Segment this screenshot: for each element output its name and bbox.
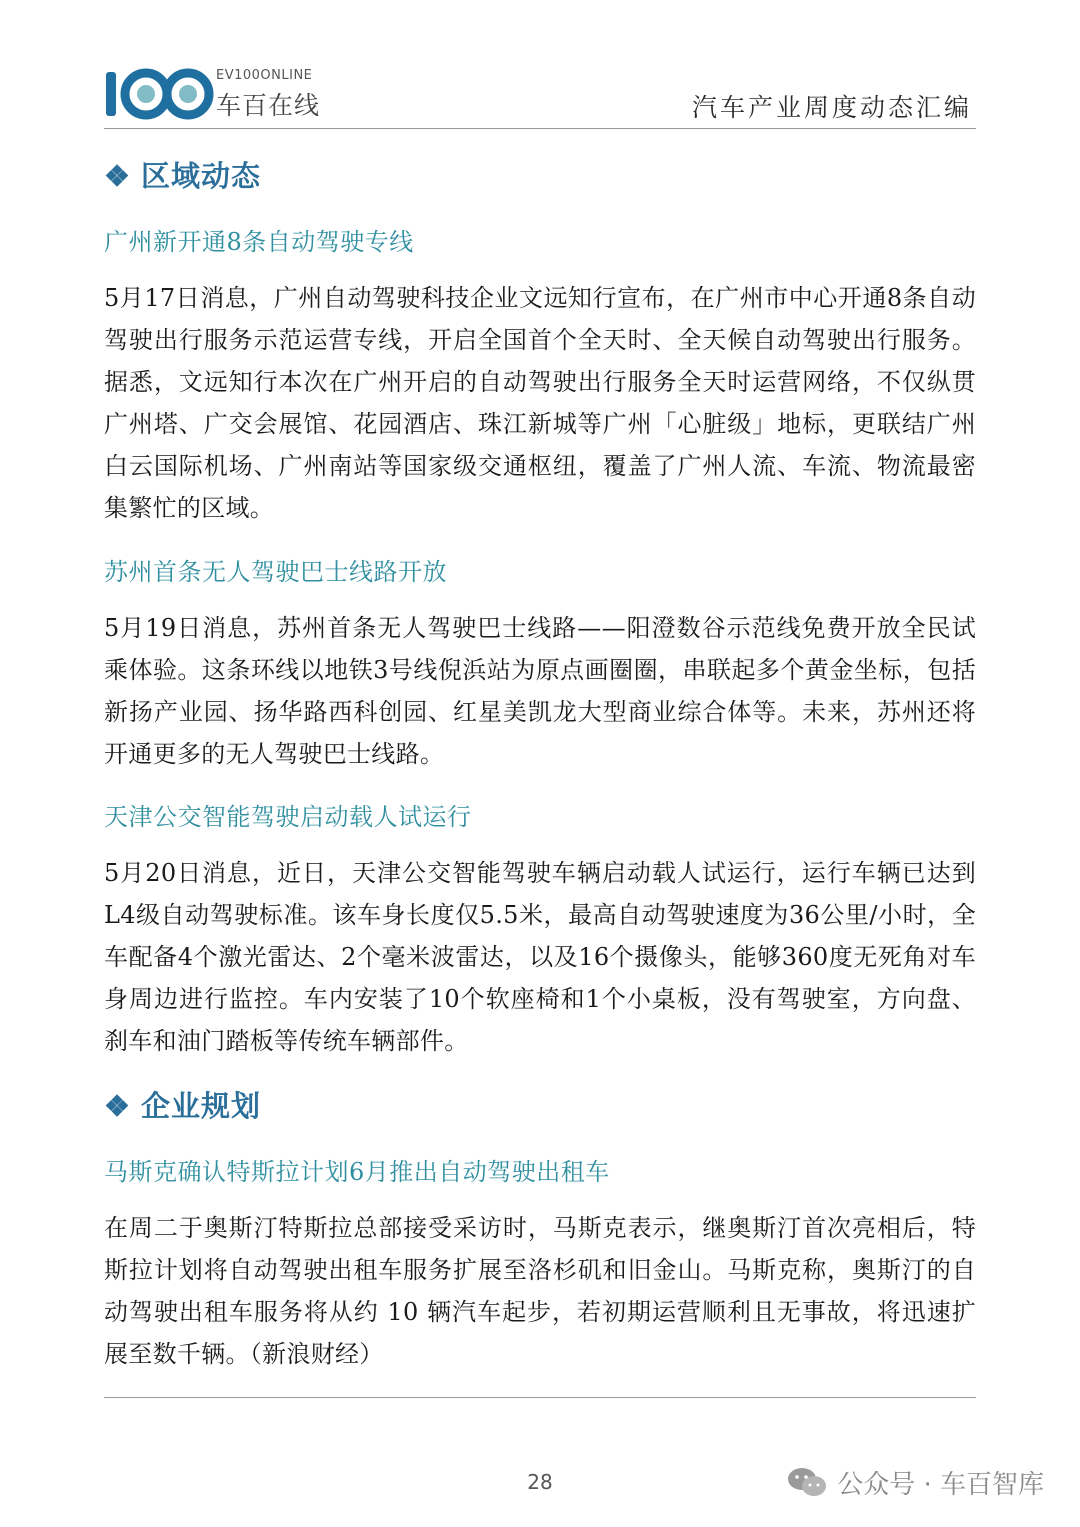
wechat-account-label: 公众号 · 车百智库 bbox=[837, 1469, 1044, 1500]
article-body-tianjin: 5月20日消息，近日，天津公交智能驾驶车辆启动载人试运行，运行车辆已达到L4级自动驾驶标准。该车身长度仅5.5米，最高自动驾驶速度为36公里/小时，全车配备4个激光雷达、2个毫米波雷达，以及16个摄像头，能够360度无死角对车身周边进行监控。车内安装了10个软座椅和1个小桌板，没有驾驶室，方向盘、刹车和油门踏板等传统车辆部件。 bbox=[104, 859, 976, 1055]
article-title-tianjin: 天津公交智能驾驶启动载人试运行 bbox=[104, 803, 472, 831]
footer-divider bbox=[104, 1397, 976, 1398]
article-body-suzhou: 5月19日消息，苏州首条无人驾驶巴士线路——阳澄数谷示范线免费开放全民试乘体验。这条环线以地铁3号线倪浜站为原点画圈圈，串联起多个黄金坐标，包括新扬产业园、扬华路西科创园、红星美凯龙大型商业综合体等。未来，苏州还将开通更多的无人驾驶巴士线路。 bbox=[104, 614, 976, 768]
section-heading-enterprise bbox=[104, 1084, 261, 1125]
article-body-guangzhou: 5月17日消息，广州自动驾驶科技企业文远知行宣布，在广州市中心开通8条自动驾驶出行服务示范运营专线，开启全国首个全天时、全天候自动驾驶出行服务。 据悉，文远知行本次在广州开启的自动驾驶出行服务全天时运营网络，不仅纵贯广州塔、广交会展馆、花园酒店、珠江新城等广州「心脏级」地标，更联结广州白云国际机场、广州南站等国家级交通枢纽，覆盖了广州人流、车流、物流最密集繁忙的区域。 bbox=[104, 284, 976, 522]
article-body-tesla: 在周二于奥斯汀特斯拉总部接受采访时，马斯克表示，继奥斯汀首次亮相后，特斯拉计划将自动驾驶出租车服务扩展至洛杉矶和旧金山。马斯克称，奥斯汀的自动驾驶出租车服务将从约 10 辆汽车起步，若初期运营顺利且无事故，将迅速扩展至数千辆。（新浪财经） bbox=[104, 1214, 976, 1368]
section-heading-regional bbox=[104, 154, 261, 195]
ev100-logo-icon bbox=[104, 66, 214, 122]
diamond-bullet-icon: ❖ bbox=[104, 1089, 131, 1123]
ev100-logo bbox=[104, 62, 324, 124]
logo-numeral: 100 bbox=[104, 66, 106, 67]
wechat-icon bbox=[787, 1465, 827, 1499]
section-title: 企业规划 bbox=[141, 1089, 262, 1123]
logo-chinese-text: 车百在线 bbox=[216, 91, 321, 120]
page-header bbox=[104, 60, 976, 130]
document-title: 汽车产业周度动态汇编 bbox=[691, 93, 972, 122]
article-title-suzhou: 苏州首条无人驾驶巴士线路开放 bbox=[104, 558, 447, 586]
article-title-tesla: 马斯克确认特斯拉计划6月推出自动驾驶出租车 bbox=[104, 1158, 610, 1186]
page-number: 28 bbox=[527, 1470, 553, 1494]
article-title-guangzhou: 广州新开通8条自动驾驶专线 bbox=[104, 228, 414, 256]
diamond-bullet-icon: ❖ bbox=[104, 159, 131, 193]
header-divider bbox=[104, 128, 976, 129]
wechat-watermark bbox=[787, 1462, 1044, 1502]
logo-english-text: EV100ONLINE bbox=[216, 68, 313, 83]
section-title: 区域动态 bbox=[141, 159, 262, 193]
